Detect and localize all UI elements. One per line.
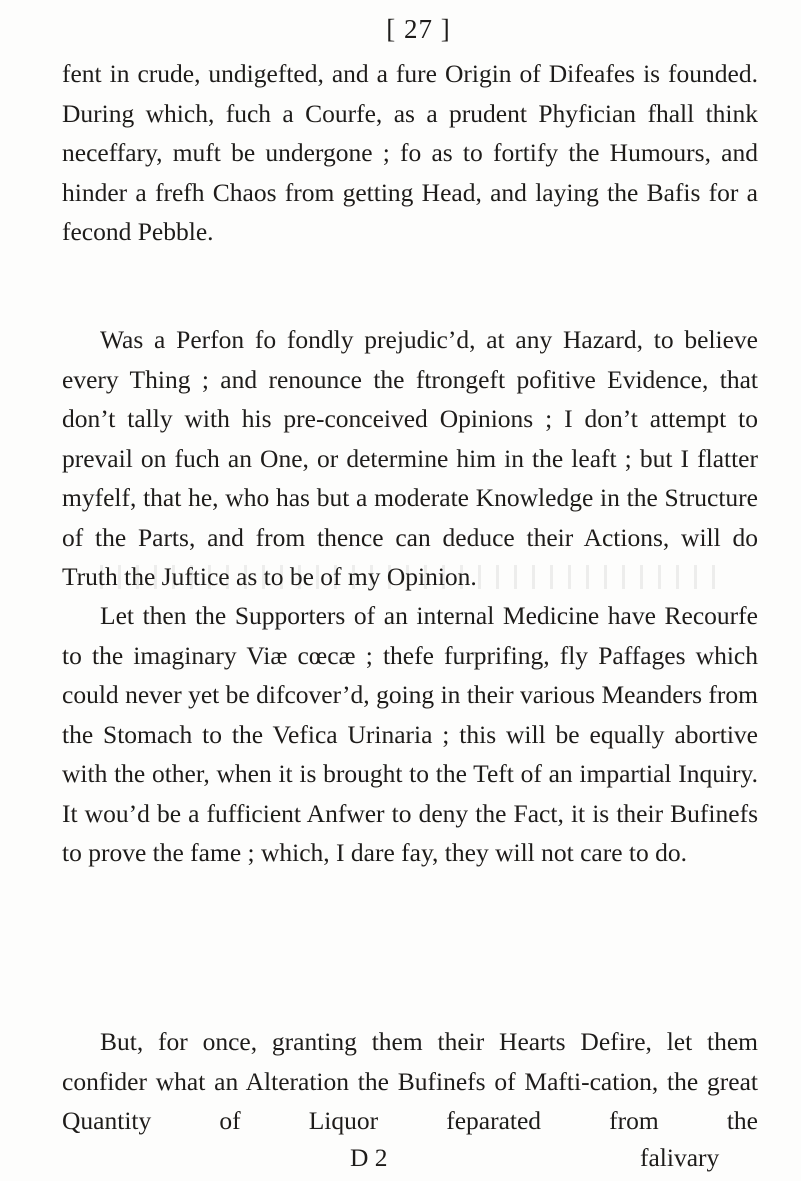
page-number: [ 27 ] — [386, 14, 451, 44]
signature-mark: D 2 — [350, 1143, 388, 1172]
paragraph-4: But, for once, granting them their Hearts Defire, let them confider what an Alteration the Bufinefs of Mafti-cation, the great Quantity of Liquor feparated from the — [62, 1027, 758, 1135]
show-through-texture — [100, 565, 720, 589]
paragraph-2: Was a Perfon fo fondly prejudic’d, at any Hazard, to believe every Thing ; and renounce the ftrongeft pofitive Evidence, that don’t tally with his pre-conceived Opinions ; I don’t attempt to prevail on fuch an One, or determine him in the leaft ; but I flatter myfelf, that he, who has but a moderate Knowledge in the Structure of the Parts, and from thence can deduce their Actions, will do Truth the Juftice as to be of my Opinion. — [62, 325, 758, 591]
paragraph-3: Let then the Supporters of an internal Medicine have Recourfe to the imaginary Viæ cœcæ ; thefe furprifing, fly Paffages which could never yet be difcover’d, going in their various Meanders from the Stomach to the Vefica Urinaria ; this will be equally abortive with the other, when it is brought to the Teft of an impartial Inquiry. It wou’d be a fufficient Anfwer to deny the Fact, it is their Bufinefs to prove the fame ; which, I dare fay, they will not care to do. — [62, 601, 758, 867]
catchword: falivary — [640, 1143, 720, 1172]
paragraph-1: fent in crude, undigefted, and a fure Origin of Difeafes is founded. During which, fuch a Courfe, as a prudent Phyfician fhall think neceffary, muft be undergone ; fo as to fortify the Humours, and hinder a frefh Chaos from getting Head, and laying the Bafis for a fecond Pebble. — [62, 59, 758, 246]
